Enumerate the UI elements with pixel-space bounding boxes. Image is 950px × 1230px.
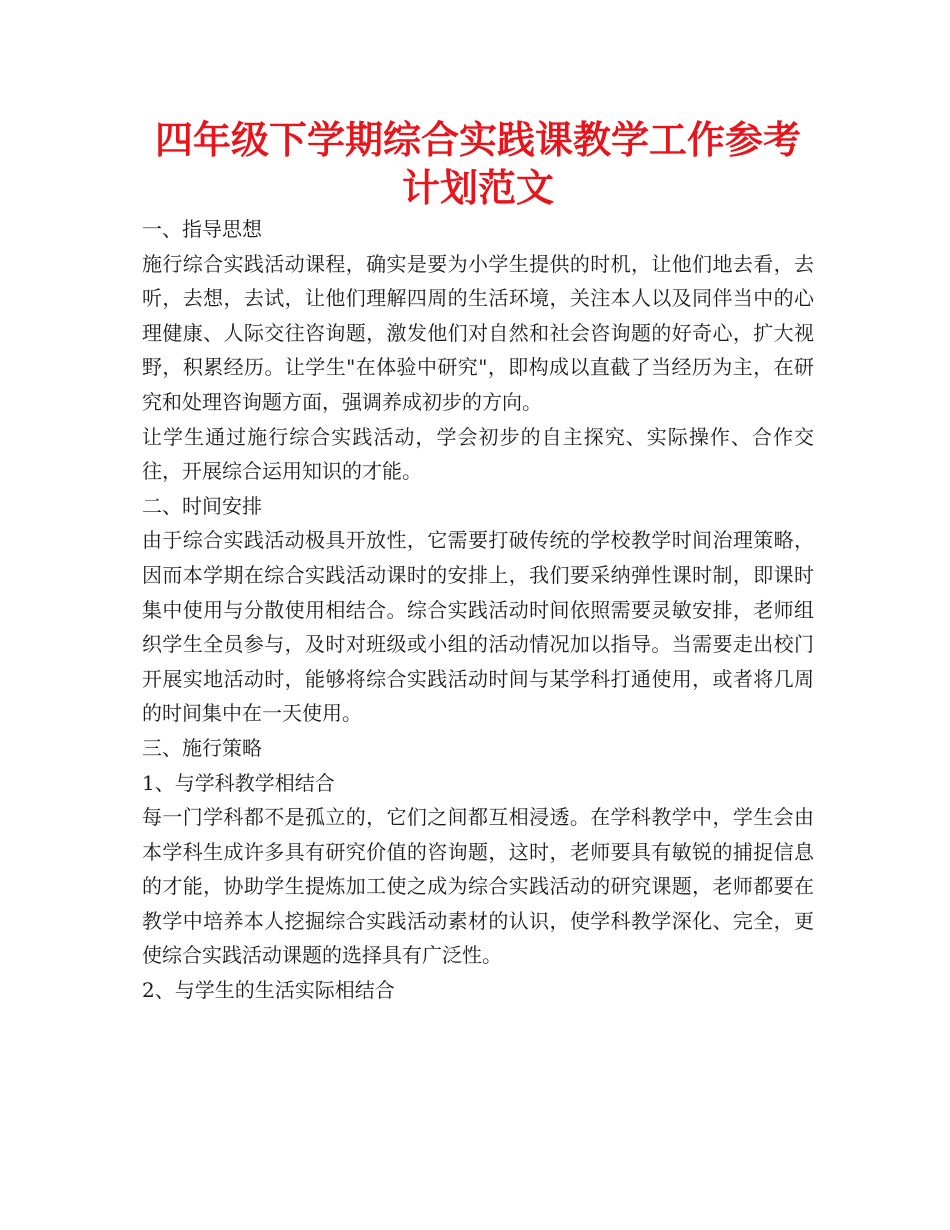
section-heading: 三、施行策略 (142, 735, 262, 760)
subsection-heading: 1、与学科教学相结合 (142, 770, 335, 795)
body-paragraph: 每一门学科都不是孤立的，它们之间都互相浸透。在学科教学中，学生会由本学科生成许多具有研究价值的咨询题，这时，老师要具有敏锐的捕捉信息的才能，协助学生提炼加工使之成为综合实践活动的研究课题，老师都要在教学中培养本人挖掘综合实践活动素材的认识，使学科教学深化、完全，更使综合实践活动课题的选择具有广泛性。 (142, 805, 814, 968)
body-paragraph: 施行综合实践活动课程，确实是要为小学生提供的时机，让他们地去看，去听，去想，去试，让他们理解四周的生活环境，关注本人以及同伴当中的心理健康、人际交往咨询题，激发他们对自然和社会咨询题的好奇心，扩大视野，积累经历。让学生"在体验中研究"，即构成以直截了当经历为主，在研究和处理咨询题方面，强调养成初步的方向。 (142, 251, 814, 414)
subsection-heading: 2、与学生的生活实际相结合 (142, 978, 395, 1003)
document-title: 四年级下学期综合实践课教学工作参考计划范文 (154, 118, 801, 210)
section-heading: 一、指导思想 (142, 217, 262, 241)
document-page (142, 116, 814, 1008)
section-heading: 二、时间安排 (142, 493, 262, 518)
document-body (142, 212, 814, 1008)
body-paragraph: 让学生通过施行综合实践活动，学会初步的自主探究、实际操作、合作交往，开展综合运用知识的才能。 (142, 424, 814, 484)
body-paragraph: 由于综合实践活动极具开放性，它需要打破传统的学校教学时间治理策略，因而本学期在综合实践活动课时的安排上，我们要采纳弹性课时制，即课时集中使用与分散使用相结合。综合实践活动时间依照需要灵敏安排，老师组织学生全员参与，及时对班级或小组的活动情况加以指导。当需要走出校门开展实地活动时，能够将综合实践活动时间与某学科打通使用，或者将几周的时间集中在一天使用。 (142, 528, 814, 726)
